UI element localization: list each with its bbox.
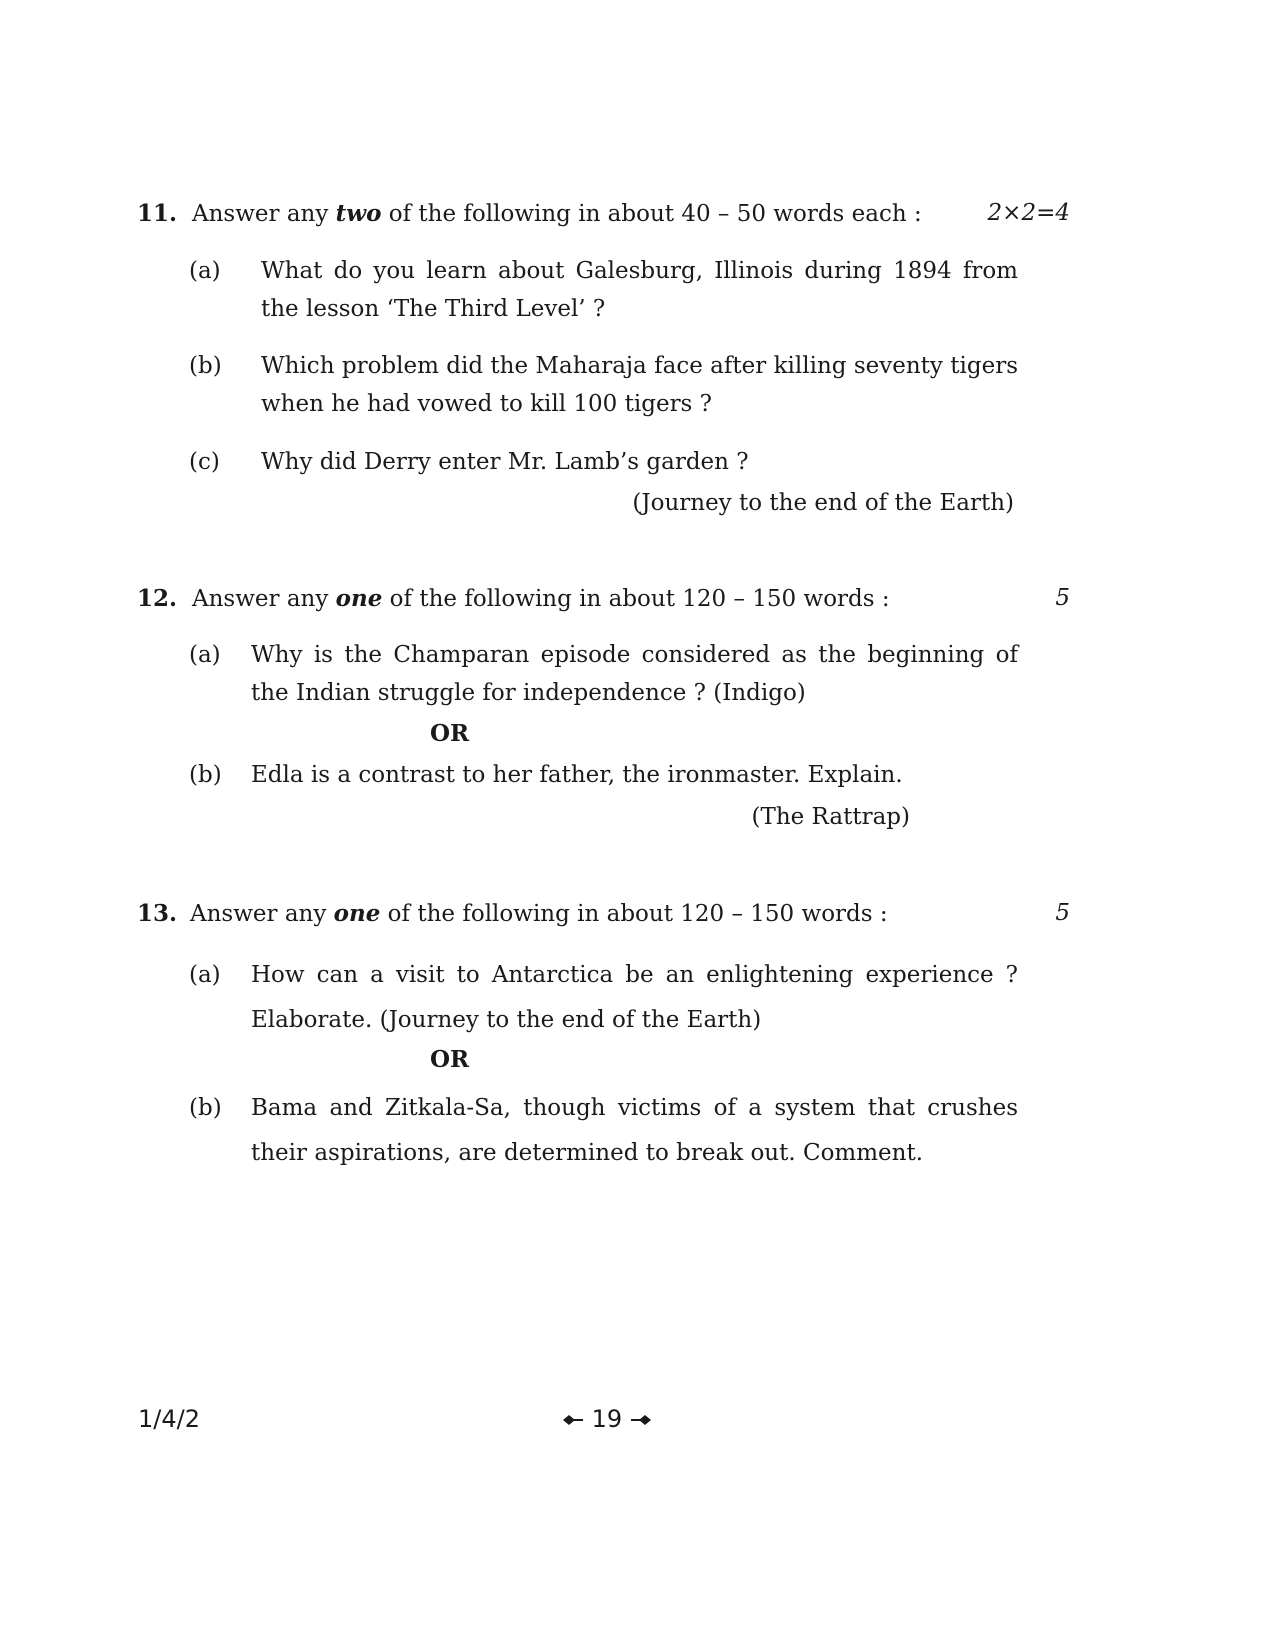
instruction-emphasis: two [335, 200, 382, 227]
part-text: Why did Derry enter Mr. Lamb’s garden ? [261, 449, 749, 475]
part-label: (a) [189, 642, 221, 668]
part-label: (b) [189, 762, 222, 788]
instruction-text: of the following in about 120 – 150 words : [382, 586, 890, 612]
part-label: (b) [189, 1095, 222, 1121]
part-text: Why is the Champaran episode considered as the beginning of the Indian struggle for independence ? (Indigo) [251, 642, 1018, 706]
instruction-text: Answer any [190, 901, 334, 927]
question-marks: 5 [1055, 585, 1070, 611]
page-number-block [562, 1405, 652, 1433]
question-instruction [192, 200, 922, 227]
diamond-arrow-icon [630, 1413, 652, 1427]
question-number: 12. [137, 585, 178, 612]
question-marks: 5 [1055, 900, 1070, 926]
question-marks: 2×2=4 [987, 200, 1070, 226]
or-separator: OR [430, 720, 470, 747]
instruction-text: of the following in about 120 – 150 words : [380, 901, 888, 927]
diamond-arrow-icon [562, 1413, 584, 1427]
part-text: What do you learn about Galesburg, Illinois during 1894 from the lesson ‘The Third Level’ ? [261, 258, 1018, 322]
question-instruction [190, 900, 888, 927]
source-reference: (The Rattrap) [751, 804, 910, 830]
or-separator: OR [430, 1046, 470, 1073]
part-text: Which problem did the Maharaja face after killing seventy tigers when he had vowed to kill 100 tigers ? [261, 353, 1018, 417]
instruction-text: Answer any [192, 586, 336, 612]
question-instruction [192, 585, 890, 612]
part-text: How can a visit to Antarctica be an enlightening experience ? Elaborate. (Journey to the end of the Earth) [251, 962, 1018, 1033]
question-number: 13. [137, 900, 178, 927]
part-label: (b) [189, 353, 222, 379]
source-reference: (Journey to the end of the Earth) [632, 490, 1014, 516]
instruction-text: of the following in about 40 – 50 words each : [381, 201, 922, 227]
instruction-text: Answer any [192, 201, 336, 227]
instruction-emphasis: one [335, 585, 383, 612]
paper-code: 1/4/2 [138, 1405, 200, 1433]
page-number: 19 [591, 1405, 623, 1433]
question-number: 11. [137, 200, 178, 227]
part-label: (a) [189, 962, 221, 988]
part-label: (a) [189, 258, 221, 284]
part-text: Edla is a contrast to her father, the ironmaster. Explain. [251, 762, 903, 788]
part-label: (c) [189, 449, 220, 475]
instruction-emphasis: one [333, 900, 381, 927]
part-text: Bama and Zitkala-Sa, though victims of a system that crushes their aspirations, are determined to break out. Comment. [251, 1095, 1018, 1166]
